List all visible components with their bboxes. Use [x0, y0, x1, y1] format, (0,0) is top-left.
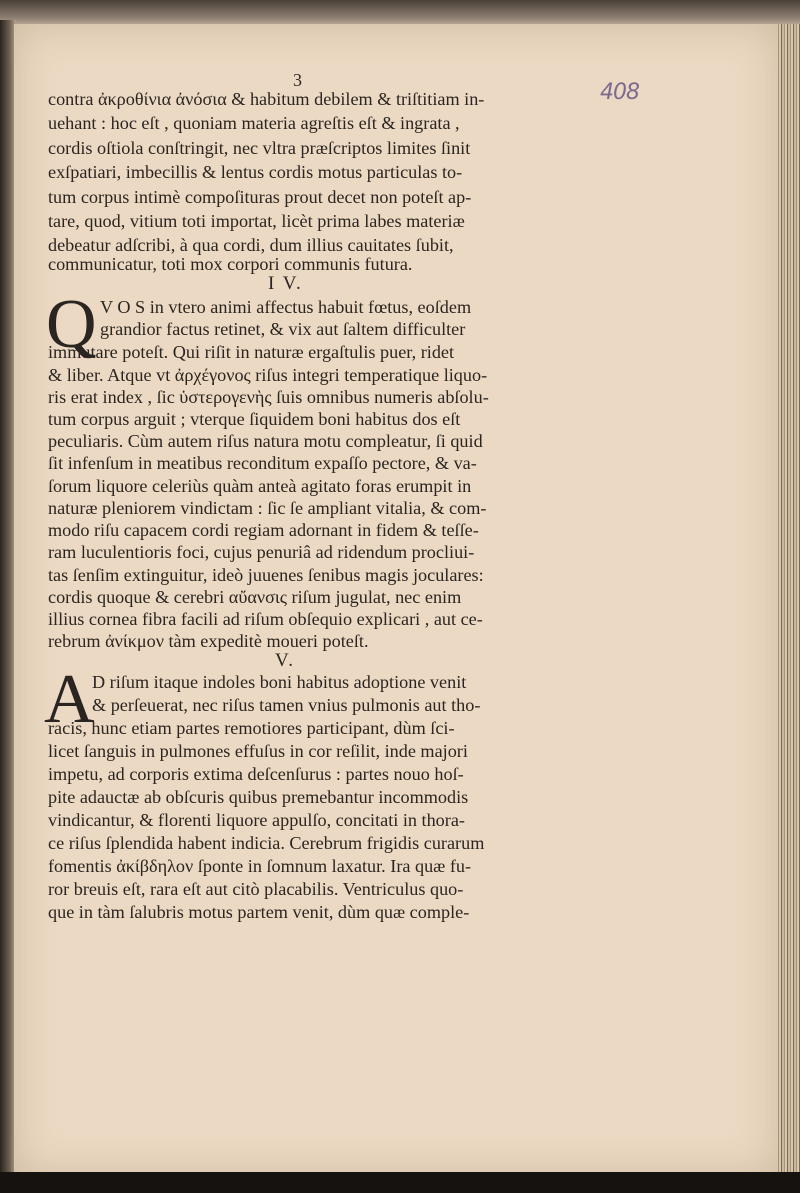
text-line: peculiaris. Cùm autem riſus natura motu compleatur, ſi quid: [48, 431, 483, 451]
text-line: communicatur, toti mox corpori communis futura.: [48, 254, 413, 274]
text-line: tum corpus arguit ; vterque ſiquidem boni habitus dos eſt: [48, 409, 461, 429]
book-top-edge: [0, 0, 800, 26]
text-line: racis, hunc etiam partes remotiores participant, dùm ſci-: [48, 718, 455, 738]
text-line: pite adauctæ ab obſcuris quibus premebantur incommodis: [48, 787, 469, 807]
handwritten-folio-mark: 408: [600, 80, 639, 105]
text-line: debeatur adſcribi, à qua cordi, dum illius cauitates ſubit,: [48, 235, 454, 255]
book-bottom-edge: [0, 1172, 800, 1193]
text-line: contra ἀκροθίνια ἀνόσια & habitum debilem & triſtitiam in-: [48, 89, 485, 109]
text-line: naturæ pleniorem vindictam : ſic ſe ampliant vitalia, & com-: [48, 498, 487, 518]
text-line: immutare poteſt. Qui riſit in naturæ ergaſtulis puer, ridet: [48, 342, 455, 362]
text-line: cordis quoque & cerebri αὔανσις riſum jugulat, nec enim: [48, 587, 462, 607]
text-line: & liber. Atque vt ἀρχέγονος riſus integri temperatique liquo-: [48, 365, 488, 385]
text-line: ris erat index , ſic ὑστερογενὴς ſuis omnibus numeris abſolu-: [48, 387, 489, 407]
text-line: illius cornea fibra facili ad riſum obſequio explicari , aut ce-: [48, 609, 483, 629]
text-line: fomentis ἀκίβδηλον ſponte in ſomnum laxatur. Ira quæ fu-: [48, 856, 472, 876]
text-line: que in tàm ſalubris motus partem venit, dùm quæ comple-: [48, 902, 470, 922]
section-heading-v: V.: [275, 650, 296, 671]
text-line: ce riſus ſplendida habent indicia. Cerebrum frigidis curarum: [48, 833, 485, 853]
text-line: tum corpus intimè compoſituras prout decet non poteſt ap-: [48, 187, 472, 207]
text-line: vindicantur, & florenti liquore appulſo, concitati in thora-: [48, 810, 465, 830]
text-line: impetu, ad corporis extima deſcenſurus : partes nouo hoſ-: [48, 764, 464, 784]
page-number: 3: [293, 70, 302, 90]
section-heading-iv: I V.: [268, 273, 303, 294]
text-line: & perſeuerat, nec riſus tamen vnius pulmonis aut tho-: [92, 695, 481, 715]
drop-cap-a: A: [44, 661, 95, 738]
text-line: ſit infenſum in meatibus reconditum expaſſo pectore, & va-: [48, 453, 477, 473]
text-line: ram luculentioris foci, cujus penuriâ ad ridendum procliui-: [48, 542, 475, 562]
text-line: grandior factus retinet, & vix aut ſaltem difficulter: [100, 319, 466, 339]
text-line: tare, quod, vitium toti importat, licèt prima labes materiæ: [48, 211, 465, 231]
text-line: V O S in vtero animi affectus habuit fœtus, eoſdem: [100, 297, 472, 317]
text-line: licet ſanguis in pulmones effuſus in cor reſilit, inde majori: [48, 741, 468, 761]
drop-cap-q: Q: [46, 286, 97, 363]
text-line: modo riſu capacem cordi regiam adornant in fidem & teſſe-: [48, 520, 479, 540]
text-line: ſorum liquore celeriùs quàm anteà agitato foras erumpit in: [48, 476, 472, 496]
text-line: D riſum itaque indoles boni habitus adoptione venit: [92, 672, 467, 692]
text-line: exſpatiari, imbecillis & lentus cordis motus particulas to-: [48, 162, 463, 182]
text-line: tas ſenſim extinguitur, ideò juuenes ſenibus magis joculares:: [48, 565, 484, 585]
text-line: cordis oſtiola conſtringit, nec vltra præſcriptos limites ſinit: [48, 138, 471, 158]
text-line: uehant : hoc eſt , quoniam materia agreſtis eſt & ingrata ,: [48, 113, 460, 133]
text-line: ror breuis eſt, rara eſt aut citò placabilis. Ventriculus quo-: [48, 879, 464, 899]
text-line: rebrum ἀνίκμον tàm expeditè moueri poteſt.: [48, 631, 369, 651]
